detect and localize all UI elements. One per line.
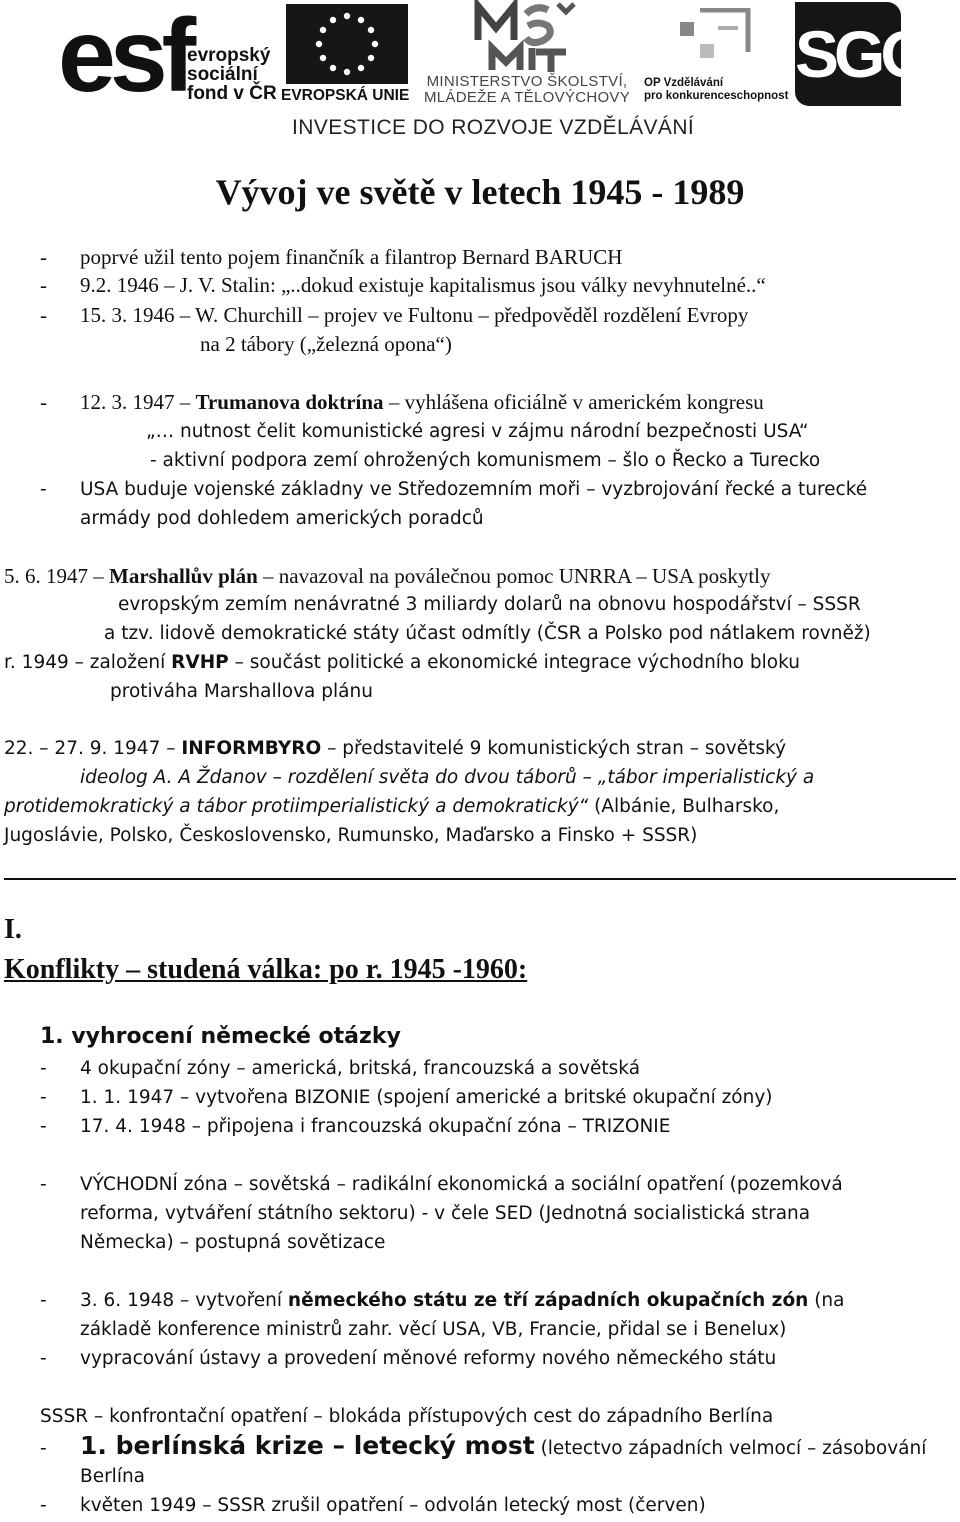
section-divider — [4, 878, 956, 880]
section-title: Konflikty – studená válka: po r. 1945 -1960: — [4, 954, 528, 985]
page-title: Vývoj ve světě v letech 1945 - 1989 — [215, 172, 745, 212]
german-heading: 1. vyhrocení německé otázky — [40, 1024, 401, 1049]
marshall-line-2: evropským zemím nenávratné 3 miliardy dolarů na obnovu hospodářství – SSSR — [118, 594, 861, 615]
eu-flag-icon — [286, 4, 408, 84]
truman-line-5: armády pod dohledem amerických poradců — [80, 508, 484, 529]
section-number: I. — [4, 914, 22, 945]
marshall-line-1: 5. 6. 1947 – Marshallův plán – navazoval na poválečnou pomoc UNRRA – USA poskytly — [4, 564, 771, 588]
german-bullet-5b: základě konference ministrů zahr. věcí USA, VB, Francie, přidal se i Benelux) — [80, 1319, 787, 1340]
german-bullet-4b: reforma, vytváření státního sektoru) - v čele SED (Jednotná socialistická strana — [80, 1203, 811, 1224]
truman-name: Trumanova doktrína — [195, 390, 384, 414]
truman-line-3: - aktivní podpora zemí ohrožených komunismem – šlo o Řecko a Turecko — [150, 450, 821, 471]
marshall-name: Marshallův plán — [109, 564, 258, 588]
intro-line-3: - 15. 3. 1946 – W. Churchill – projev ve Fultonu – předpověděl rozdělení Evropy — [40, 303, 749, 327]
german-bullet-2: - 1. 1. 1947 – vytvořena BIZONIE (spojení americké a britské okupační zóny) — [40, 1087, 773, 1108]
eu-label: EVROPSKÁ UNIE — [281, 87, 410, 104]
esf-logo: esf — [58, 0, 191, 114]
truman-line-1: - 12. 3. 1947 – Trumanova doktrína – vyhlášena oficiálně v americkém kongresu — [40, 390, 764, 414]
msmt-logo-icon — [474, 0, 584, 84]
rvhp-name: RVHP — [171, 652, 229, 673]
informbyro-name: INFORMBYRO — [181, 738, 322, 759]
rvhp-line: r. 1949 – založení RVHP – součást politické a ekonomické integrace východního bloku — [4, 652, 800, 673]
informbyro-line-1: 22. – 27. 9. 1947 – INFORMBYRO – představitelé 9 komunistických stran – sovětský — [4, 738, 787, 759]
esf-text: evropský sociální fond v ČR — [187, 45, 277, 104]
german-bullet-5: - 3. 6. 1948 – vytvoření německého státu ze tří západních okupačních zón (na — [40, 1290, 845, 1311]
german-bullet-3: - 17. 4. 1948 – připojena i francouzská okupační zóna – TRIZONIE — [40, 1116, 671, 1137]
informbyro-line-4: Jugoslávie, Polsko, Československo, Rumunsko, Maďarsko a Finsko + SSSR) — [4, 825, 698, 846]
berlin-crisis-line-b: Berlína — [80, 1466, 146, 1487]
berlin-crisis-line: - 1. berlínská krize – letecký most (letectvo západních velmocí – zásobování — [40, 1431, 927, 1460]
german-bullet-6: - vypracování ústavy a provedení měnové reformy nového německého státu — [40, 1348, 777, 1369]
marshall-line-3: a tzv. lidově demokratické státy účast odmítly (ČSR a Polsko pod nátlakem rovněž) — [104, 623, 871, 644]
sgo-logo: SGO — [795, 2, 901, 106]
truman-line-4: - USA buduje vojenské základny ve Středozemním moři – vyzbrojování řecké a turecké — [40, 479, 868, 500]
intro-line-1: - poprvé užil tento pojem finančník a filantrop Bernard BARUCH — [40, 245, 623, 269]
berlin-crisis-title: 1. berlínská krize – letecký most — [80, 1431, 535, 1460]
german-bullet-4: - VÝCHODNÍ zóna – sovětská – radikální ekonomická a sociální opatření (pozemková — [40, 1174, 843, 1195]
logo-bar — [0, 0, 960, 150]
investice-banner: INVESTICE DO ROZVOJE VZDĚLÁVÁNÍ — [292, 116, 695, 139]
intro-line-2: - 9.2. 1946 – J. V. Stalin: „..dokud existuje kapitalismus jsou války nevyhnutelné..“ — [40, 273, 766, 297]
marshall-line-5: protiváha Marshallova plánu — [110, 681, 373, 702]
informbyro-line-2: ideolog A. A Ždanov – rozdělení světa do dvou táborů – „tábor imperialistický a — [80, 767, 815, 788]
german-bullet-8: - květen 1949 – SSSR zrušil opatření – odvolán letecký most (červen) — [40, 1495, 706, 1516]
msmt-text: MINISTERSTVO ŠKOLSTVÍ, MLÁDEŽE A TĚLOVÝCHOVY — [423, 73, 631, 106]
german-bullet-4c: Německa) – postupná sovětizace — [80, 1232, 386, 1253]
op-logo-icon — [678, 8, 756, 66]
informbyro-line-3: protidemokratický a tábor protiimperialistický a demokratický“ (Albánie, Bulharsko, — [4, 796, 780, 817]
german-bullet-1: - 4 okupační zóny – americká, britská, francouzská a sovětská — [40, 1058, 641, 1079]
op-text: OP Vzdělávání pro konkurenceschopnost — [644, 77, 789, 102]
intro-line-3b: na 2 tábory („železná opona“) — [200, 332, 452, 356]
truman-line-2: „… nutnost čelit komunistické agresi v zájmu národní bezpečnosti USA“ — [146, 421, 809, 442]
sssr-line: SSSR – konfrontační opatření – blokáda přístupových cest do západního Berlína — [40, 1406, 774, 1427]
